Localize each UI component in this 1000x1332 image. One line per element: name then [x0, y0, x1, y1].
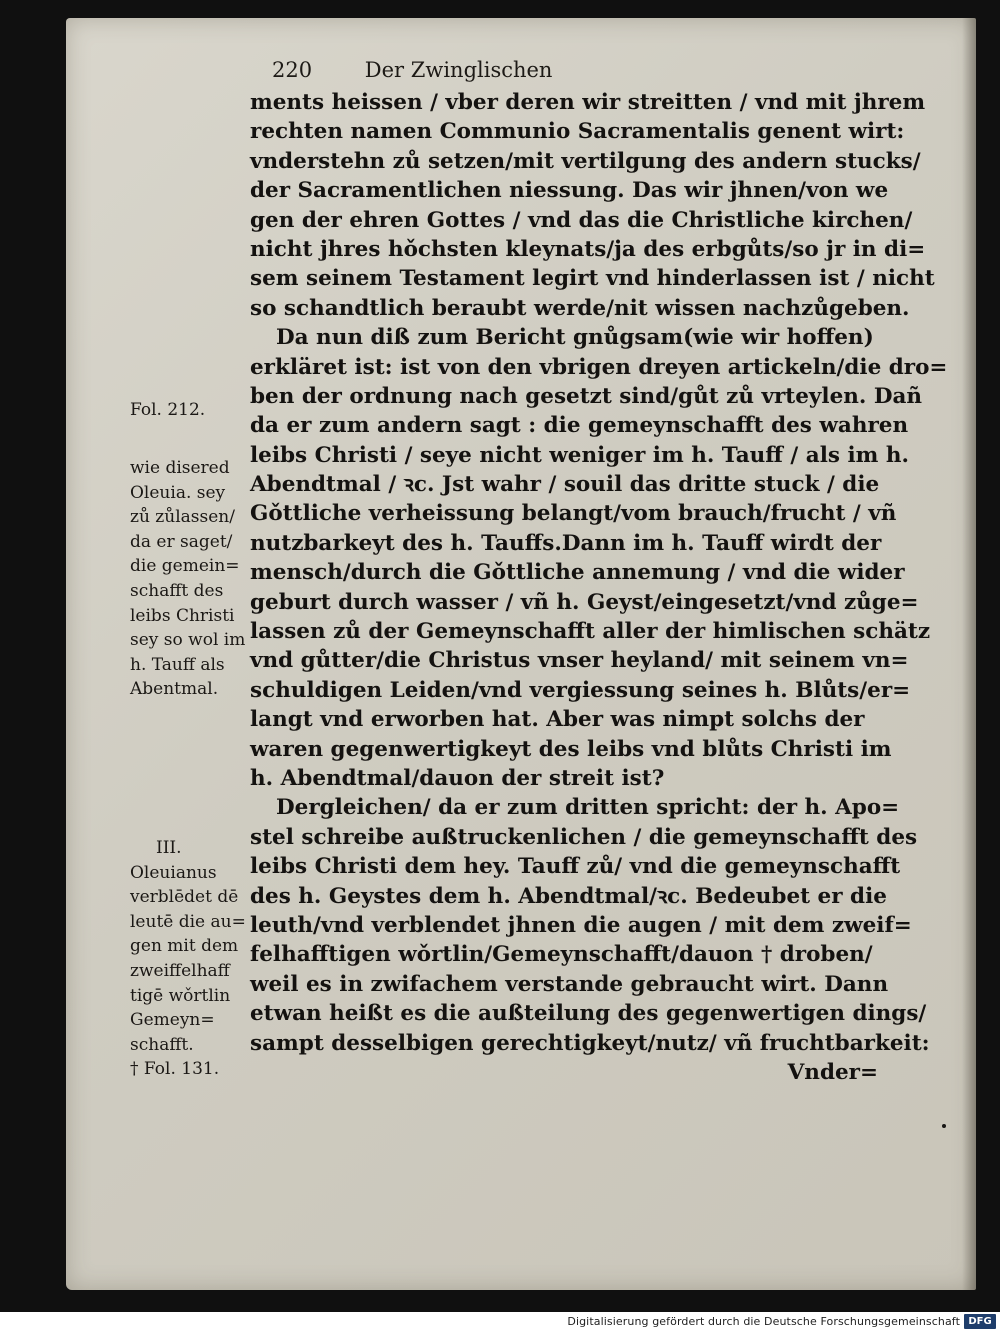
text-line: felhafftigen wǒrtlin/Gemeynschafft/dauon † droben/ [250, 942, 873, 968]
text-line: ments heissen / vber deren wir streitten / vnd mit jhrem [250, 90, 926, 115]
text-line: vnderstehn zů setzen/mit vertilgung des andern stucks/ [250, 148, 921, 174]
margin-note-line: schafft. [130, 1034, 194, 1055]
text-line: des h. Geystes dem h. Abendtmal/ꝛc. Bedeubet er die [250, 883, 887, 909]
text-line: etwan heißt es die außteilung des gegenwertigen dings/ [250, 1001, 927, 1027]
margin-note-fol-212 [130, 398, 252, 423]
margin-note-line: schafft des [130, 580, 224, 601]
margin-note-line: wie disered [130, 458, 230, 478]
margin-note-line: da er saget/ [130, 531, 233, 552]
footer-bar [0, 1312, 1000, 1332]
text-line: Da nun diß zum Bericht gnůgsam(wie wir hoffen) [276, 325, 874, 351]
margin-note-oleuianus [130, 836, 252, 1082]
text-line: lassen zů der Gemeynschafft aller der himlischen schätz [250, 619, 931, 645]
margin-note-line: Gemeyn= [130, 1010, 215, 1031]
page-number: 220 [272, 58, 313, 82]
margin-note-line: gen mit dem [130, 936, 239, 957]
margin-note-line: Oleuia. sey [130, 482, 226, 503]
page-header [272, 58, 732, 82]
text-line: leuth/vnd verblendet jhnen die augen / mit dem zweif= [250, 912, 912, 938]
funding-credit: Digitalisierung gefördert durch die Deutsche Forschungsgemeinschaft [567, 1315, 960, 1328]
text-line: erkläret ist: ist von den vbrigen dreyen artickeln/die dro= [250, 354, 948, 380]
catchword: Vnder= [787, 1059, 878, 1085]
margin-note-line: leutē die au= [130, 911, 246, 932]
text-line: waren gegenwertigkeyt des leibs vnd blůts Christi im [250, 736, 892, 762]
text-line: leibs Christi / seye nicht weniger im h. Tauff / als im h. [250, 442, 909, 468]
margin-note-line: verblēdet dē [130, 887, 239, 908]
margin-note-line: die gemein= [130, 556, 240, 577]
text-line: ben der ordnung nach gesetzt sind/gůt zů vrteylen. Dañ [250, 383, 923, 409]
margin-note-line: tigē wǒrtlin [130, 985, 231, 1006]
text-line: Abendtmal / ꝛc. Jst wahr / souil das dritte stuck / die [250, 472, 880, 498]
margin-note-line: Oleuianus [130, 862, 217, 883]
text-line: schuldigen Leiden/vnd vergiessung seines h. Blůts/er= [250, 677, 911, 703]
text-line: langt vnd erworben hat. Aber was nimpt solchs der [250, 707, 865, 733]
margin-note-line: sey so wol im [130, 630, 246, 651]
text-line: h. Abendtmal/dauon der streit ist? [250, 765, 665, 791]
text-line: vnd gůtter/die Christus vnser heyland/ mit seinem vn= [250, 648, 909, 674]
margin-note-line: zů zůlassen/ [130, 507, 235, 528]
text-line: weil es in zwifachem verstande gebraucht wirt. Dann [250, 971, 889, 997]
margin-note-line: Abentmal. [130, 679, 219, 700]
margin-note-line: h. Tauff als [130, 654, 225, 675]
text-line: der Sacramentlichen niessung. Das wir jhnen/von we [250, 178, 889, 204]
text-line: geburt durch wasser / vñ h. Geyst/eingesetzt/vnd zůge= [250, 589, 919, 615]
running-title: Der Zwinglischen [364, 58, 553, 82]
text-line: nutzbarkeyt des h. Tauffs.Dann im h. Tauff wirdt der [250, 530, 882, 556]
text-line: Gǒttliche verheissung belangt/vom brauch/frucht / vñ [250, 501, 897, 527]
text-line: da er zum andern sagt : die gemeynschafft des wahren [250, 413, 909, 439]
margin-note-line: † Fol. 131. [130, 1059, 220, 1080]
text-line: nicht jhres hǒchsten kleynats/ja des erbgůts/so jr in di= [250, 236, 926, 262]
text-line: sampt desselbigen gerechtigkeyt/nutz/ vñ fruchtbarkeit: [250, 1030, 930, 1056]
text-line: mensch/durch die Gǒttliche annemung / vnd die wider [250, 560, 905, 586]
text-line: so schandtlich beraubt werde/nit wissen nachzůgeben. [250, 295, 910, 321]
margin-note-line: III. [156, 838, 182, 858]
text-line: gen der ehren Gottes / vnd das die Christliche kirchen/ [250, 207, 913, 233]
text-line: leibs Christi dem hey. Tauff zů/ vnd die gemeynschafft [250, 854, 901, 880]
text-line: sem seinem Testament legirt vnd hinderlassen ist / nicht [250, 266, 935, 292]
text-line: stel schreibe außtruckenlichen / die gemeynschafft des [250, 824, 918, 850]
page-edge-shadow [962, 18, 976, 1290]
margin-note-line: Fol. 212. [130, 400, 206, 420]
margin-note-line: zweiffelhaff [130, 960, 230, 981]
text-line: rechten namen Communio Sacramentalis genent wirt: [250, 119, 905, 145]
margin-note-gemeinschafft [130, 456, 252, 702]
dfg-logo: DFG [964, 1314, 996, 1329]
text-line: Dergleichen/ da er zum dritten spricht: der h. Apo= [276, 795, 900, 821]
ink-dot [942, 1124, 946, 1128]
main-text-block [250, 88, 948, 1087]
margin-note-line: leibs Christi [130, 605, 235, 626]
